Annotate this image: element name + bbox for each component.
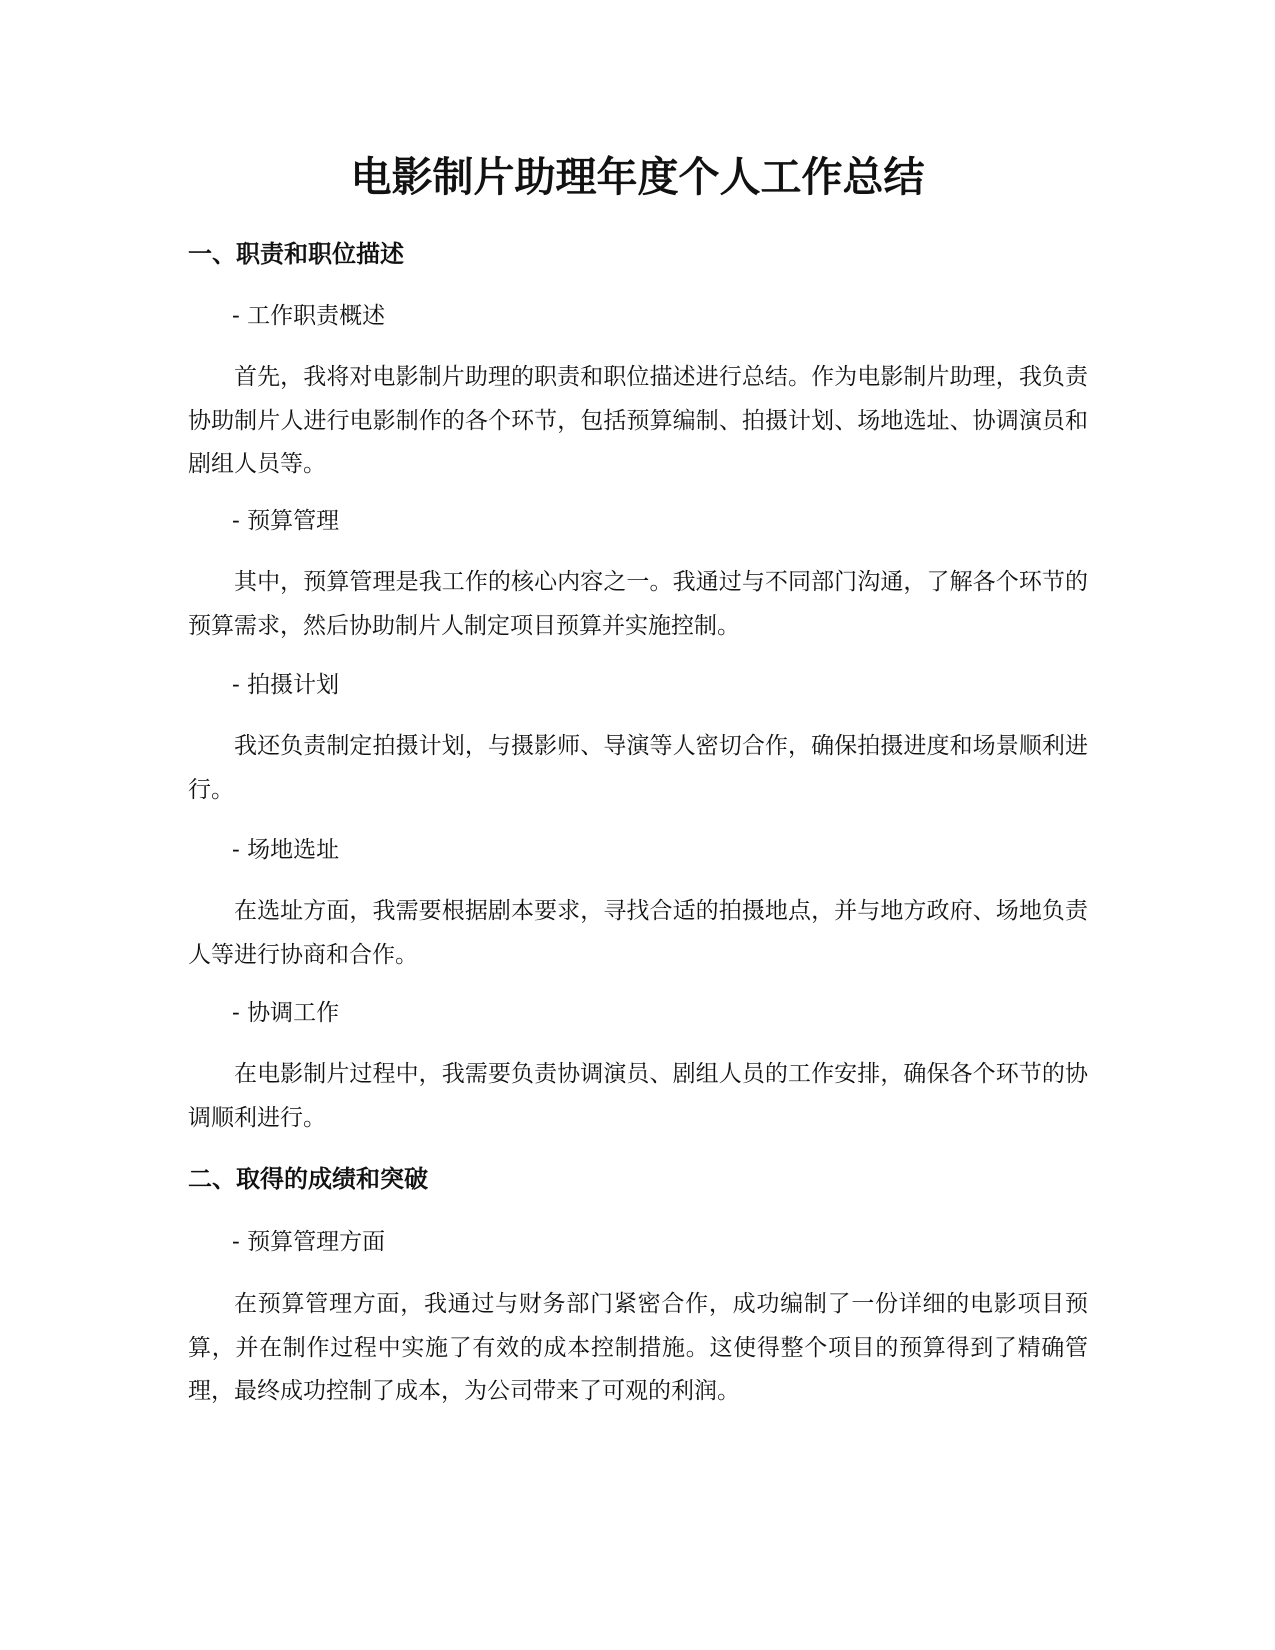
paragraph-budget-management: 其中，预算管理是我工作的核心内容之一。我通过与不同部门沟通，了解各个环节的预算需求，然后协助制片人制定项目预算并实施控制。 [188, 569, 1088, 639]
subheading-coordination: - 协调工作 [232, 1000, 340, 1026]
subheading-shooting-plan: - 拍摄计划 [232, 672, 340, 698]
subheading-budget-management: - 预算管理 [232, 508, 340, 534]
paragraph-shooting-plan: 我还负责制定拍摄计划，与摄影师、导演等人密切合作，确保拍摄进度和场景顺利进行。 [188, 733, 1088, 803]
subheading-duty-overview: - 工作职责概述 [232, 303, 386, 329]
paragraph-location-scouting: 在选址方面，我需要根据剧本要求，寻找合适的拍摄地点，并与地方政府、场地负责人等进行协商和合作。 [188, 898, 1088, 968]
subheading-location-scouting: - 场地选址 [232, 837, 340, 863]
document-title: 电影制片助理年度个人工作总结 [350, 153, 925, 201]
section-heading-1: 一、职责和职位描述 [188, 240, 404, 268]
section-heading-2: 二、取得的成绩和突破 [188, 1165, 428, 1193]
subheading-budget-achievements: - 预算管理方面 [232, 1229, 386, 1255]
paragraph-duty-overview: 首先，我将对电影制片助理的职责和职位描述进行总结。作为电影制片助理，我负责协助制片人进行电影制作的各个环节，包括预算编制、拍摄计划、场地选址、协调演员和剧组人员等。 [188, 364, 1088, 477]
paragraph-coordination: 在电影制片过程中，我需要负责协调演员、剧组人员的工作安排，确保各个环节的协调顺利进行。 [188, 1061, 1088, 1131]
paragraph-budget-achievements: 在预算管理方面，我通过与财务部门紧密合作，成功编制了一份详细的电影项目预算，并在制作过程中实施了有效的成本控制措施。这使得整个项目的预算得到了精确管理，最终成功控制了成本，为公司带来了可观的利润。 [188, 1291, 1088, 1404]
